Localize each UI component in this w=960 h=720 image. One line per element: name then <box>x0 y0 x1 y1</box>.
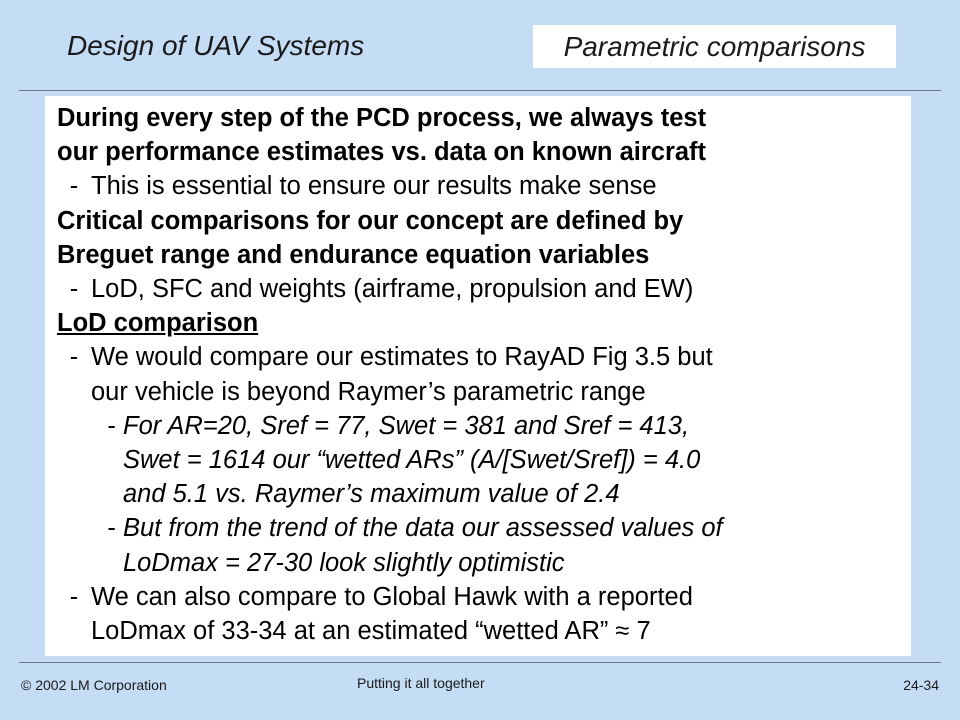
sub-sub-bullet-continuation: LoDmax = 27-30 look slightly optimistic <box>123 548 565 577</box>
sub-bullet-text: LoD, SFC and weights (airframe, propulsion and EW) <box>91 275 694 304</box>
course-title: Design of UAV Systems <box>67 30 365 61</box>
slide-content <box>45 96 911 656</box>
dash-marker: - <box>107 411 116 440</box>
sub-sub-bullet-text: For AR=20, Sref = 77, Swet = 381 and Sref = 413, <box>123 411 690 440</box>
sub-bullet-text: We would compare our estimates to RayAD Fig 3.5 but <box>91 343 713 372</box>
sub-bullet <box>57 169 911 203</box>
footer-page-number: 24-34 <box>903 677 939 693</box>
bullet-line: our performance estimates vs. data on known aircraft <box>57 138 707 167</box>
footer-section-title: Putting it all together <box>357 675 485 691</box>
sub-bullet-text: We can also compare to Global Hawk with a reported <box>91 582 693 611</box>
dash-marker: - <box>69 275 79 304</box>
sub-sub-bullet <box>57 511 911 545</box>
dash-marker: - <box>69 343 79 372</box>
dash-marker: - <box>107 514 116 543</box>
bullet-line: Breguet range and endurance equation variables <box>57 240 650 269</box>
sub-bullet-continuation: our vehicle is beyond Raymer’s parametric range <box>91 377 646 406</box>
sub-sub-bullet-text: But from the trend of the data our assessed values of <box>123 514 723 543</box>
sub-bullet-continuation: LoDmax of 33-34 at an estimated “wetted AR” ≈ 7 <box>91 617 651 646</box>
footer-copyright: © 2002 LM Corporation <box>21 677 167 693</box>
sub-bullet <box>57 580 911 614</box>
sub-bullet <box>57 340 911 374</box>
bullet-line: During every step of the PCD process, we always test <box>57 104 707 132</box>
sub-sub-bullet-continuation: and 5.1 vs. Raymer’s maximum value of 2.4 <box>123 480 620 509</box>
dash-marker: - <box>69 582 79 611</box>
section-heading: LoD comparison <box>57 309 259 338</box>
bullet-line: Critical comparisons for our concept are defined by <box>57 206 684 235</box>
dash-marker: - <box>69 172 79 201</box>
sub-bullet-text: This is essential to ensure our results make sense <box>91 172 657 201</box>
footer-divider <box>19 662 941 663</box>
slide-topic-title: Parametric comparisons <box>533 25 896 68</box>
sub-sub-bullet <box>57 409 911 443</box>
sub-sub-bullet-continuation: Swet = 1614 our “wetted ARs” (A/[Swet/Sref]) = 4.0 <box>123 446 701 475</box>
sub-bullet <box>57 272 911 306</box>
header-divider <box>19 90 941 91</box>
